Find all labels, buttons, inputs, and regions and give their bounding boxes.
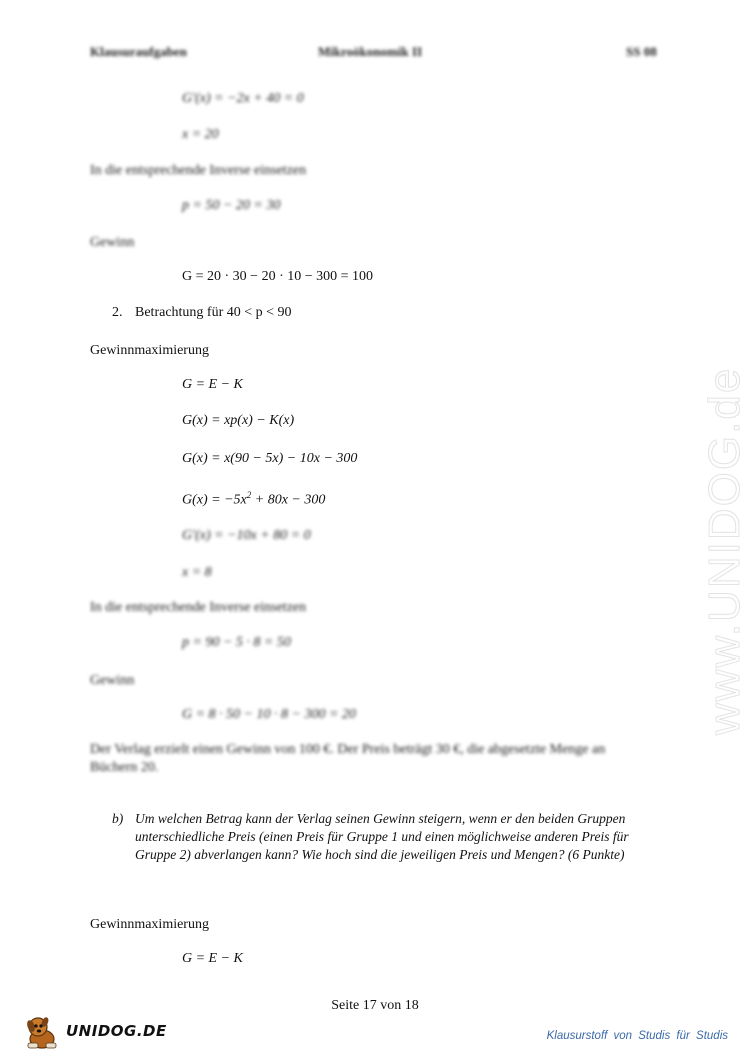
equation-derivative-2: G'(x) = −10x + 80 = 0 [182, 528, 311, 543]
header-center: Mikroökonomik II [318, 44, 423, 59]
task-label: b) [112, 811, 124, 826]
text-gewinn-2: Gewinn [90, 673, 135, 688]
equation-part: + 80x − 300 [251, 492, 326, 508]
equation-gx-definition: G(x) = xp(x) − K(x) [182, 413, 295, 428]
conclusion-line-2: Büchern 20. [90, 760, 159, 775]
page-number: Seite 17 von 18 [331, 998, 419, 1013]
equation-gx-quadratic [182, 490, 325, 509]
list-item-number: 2. [112, 305, 123, 320]
text-inverse-1: In die entsprechende Inverse einsetzen [90, 163, 307, 178]
header-left: Klausuraufgaben [90, 44, 187, 59]
section-heading-2: Gewinnmaximierung [90, 917, 209, 932]
task-b [112, 810, 652, 864]
equation-part: G(x) = −5x [182, 492, 247, 508]
text-gewinn-1: Gewinn [90, 235, 135, 250]
equation-e-minus-k: G = E − K [182, 377, 243, 392]
logo-text: UNIDOG.DE [66, 1022, 167, 1040]
equation-derivative-1: G'(x) = −2x + 40 = 0 [182, 91, 304, 106]
equation-x-2: x = 8 [182, 565, 212, 580]
equation-profit-1: G = 20 · 30 − 20 · 10 − 300 = 100 [182, 269, 374, 284]
section-heading-1: Gewinnmaximierung [90, 343, 209, 358]
equation-price-1: p = 50 − 20 = 30 [182, 198, 281, 213]
task-text: Um welchen Betrag kann der Verlag seinen Gewinn steigern, wenn er den beiden Gruppen unterschiedliche Preis (einen Preis für Gruppe 1 und einen möglichweise anderen Preis für Gruppe 2) abverlangen kann? Wie hoch sind die jeweiligen Preis und Mengen? (6 Punkte) [135, 811, 629, 862]
unidog-logo[interactable] [22, 1012, 167, 1052]
equation-x-1: x = 20 [182, 127, 219, 142]
watermark: www.UNIDOG.de [700, 366, 749, 735]
equation-profit-2: G = 8 · 50 − 10 · 8 − 300 = 20 [182, 707, 356, 722]
equation-price-2: p = 90 − 5 · 8 = 50 [182, 635, 291, 650]
dog-mascot-icon [22, 1012, 62, 1052]
list-item-text: Betrachtung für 40 < p < 90 [135, 305, 292, 320]
text-inverse-2: In die entsprechende Inverse einsetzen [90, 600, 307, 615]
equation-exponent: 2 [246, 490, 252, 500]
conclusion-line-1: Der Verlag erzielt einen Gewinn von 100 €. Der Preis beträgt 30 €, die abgesetzte Menge an [90, 742, 606, 757]
slogan: Klausurstoff von Studis für Studis [546, 1030, 728, 1042]
header-right: SS 08 [626, 44, 657, 59]
equation-final: G = E − K [182, 951, 243, 966]
equation-gx-expanded: G(x) = x(90 − 5x) − 10x − 300 [182, 451, 358, 466]
